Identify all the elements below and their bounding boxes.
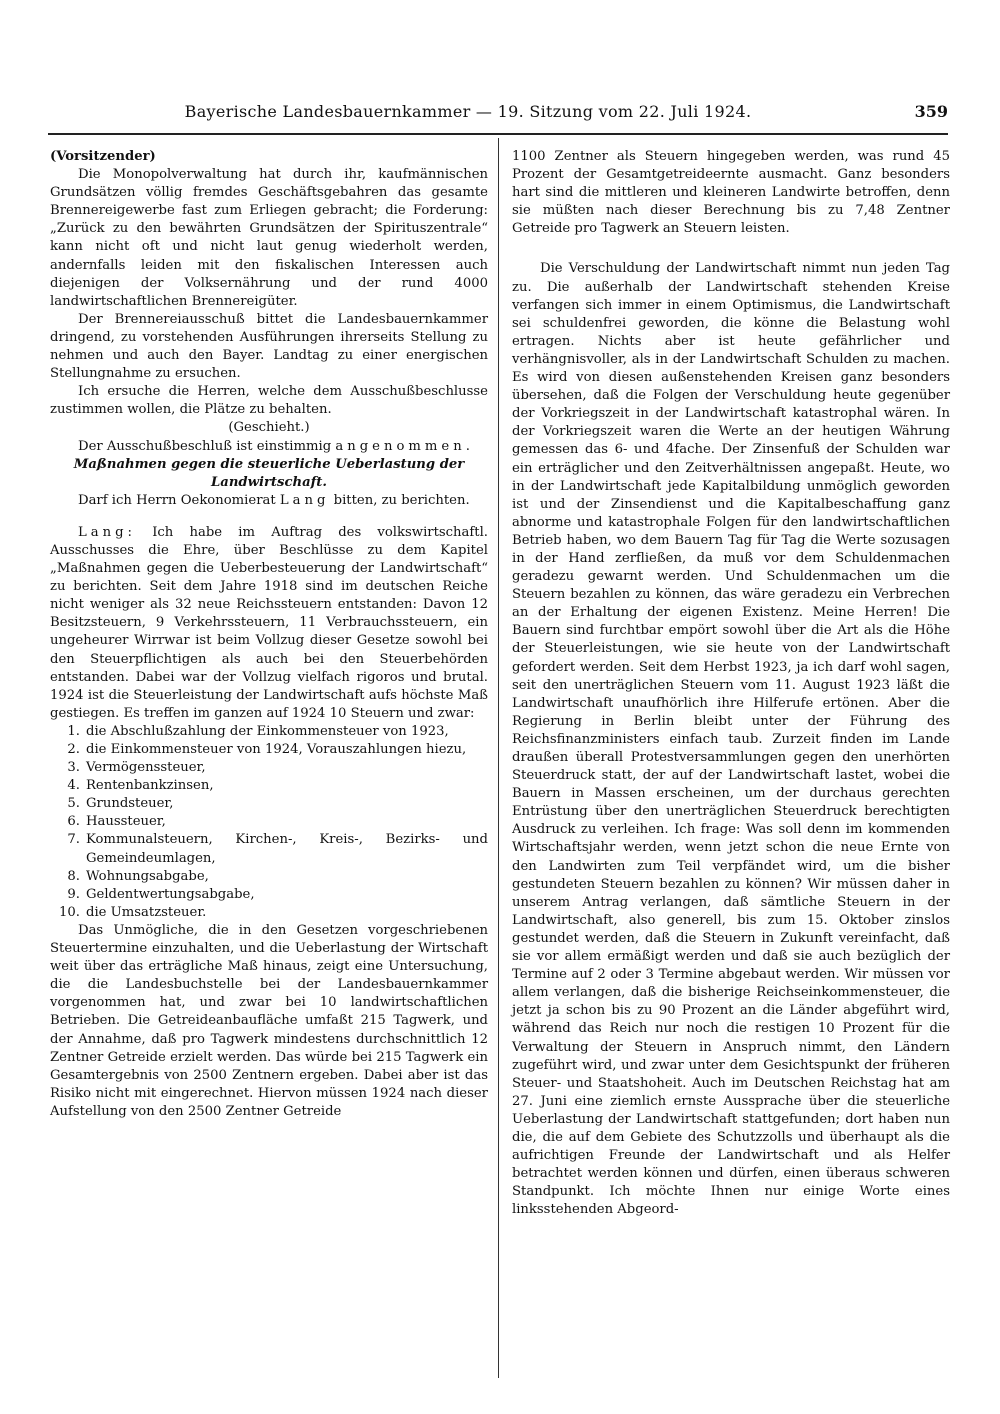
list-item xyxy=(50,795,488,813)
request-text-end: bitten, zu berichten. xyxy=(333,492,470,508)
running-title: Bayerische Landesbauernkammer — 19. Sitzung vom 22. Juli 1924. xyxy=(184,102,752,121)
paragraph: Ich ersuche die Herren, welche dem Ausschußbeschlusse zustimmen wollen, die Plätze zu behalten. xyxy=(50,384,488,418)
paragraph xyxy=(50,524,488,723)
stage-note: (Geschieht.) xyxy=(228,420,310,436)
list-number: 8. xyxy=(67,868,80,884)
list-text: die Einkommensteuer von 1924, Vorauszahlungen hiezu, xyxy=(86,742,467,757)
header-rule xyxy=(48,133,948,135)
list-text: Kommunalsteuern, Kirchen-, Kreis-, Bezirks- und Gemeindeumlagen, xyxy=(86,832,488,866)
paragraph: Die Monopolverwaltung hat durch ihr, kaufmännischen Grundsätzen völlig fremdes Geschäftsgebahren das gesamte Brennereigewerbe fast zum Erliegen gebracht; die Forderung: „Zurück zu den bewährten Grundsätzen der Spirituszentrale“ kann nicht oft und nicht laut genug wiederholt werden, andernfalls leiden mit den fiskalischen Interessen auch diejenigen der Volksernährung und der rund 4000 landwirtschaftlichen Brennereigüter. xyxy=(50,167,488,309)
paragraph xyxy=(50,438,488,456)
speaker-name: Lang: xyxy=(78,524,136,540)
list-text: Haussteuer, xyxy=(86,814,166,830)
request-text: Darf ich Herrn Oekonomierat xyxy=(78,492,276,508)
list-number: 6. xyxy=(67,814,80,830)
paragraph: Der Brennereiausschuß bittet die Landesbauernkammer dringend, zu vorstehenden Ausführungen ihrerseits Stellung zu nehmen und auch den Bayer. Landtag zu einer energischen Stellungnahme zu ersuchen. xyxy=(50,311,488,382)
list-item xyxy=(50,723,488,741)
list-item xyxy=(50,831,488,867)
list-number: 9. xyxy=(67,886,80,902)
list-item xyxy=(50,904,488,922)
list-text: Grundsteuer, xyxy=(86,796,174,812)
list-item xyxy=(50,777,488,795)
list-number: 2. xyxy=(67,742,80,757)
list-text: Wohnungsabgabe, xyxy=(86,868,209,884)
list-number: 3. xyxy=(67,760,80,776)
list-item xyxy=(50,813,488,831)
speaker-name: Lang xyxy=(279,492,330,508)
speaker-label: (Vorsitzender) xyxy=(50,149,156,164)
list-item xyxy=(50,759,488,777)
resolution-text: Der Ausschußbeschluß ist einstimmig xyxy=(78,438,332,454)
list-text: Geldentwertungsabgabe, xyxy=(86,886,255,902)
list-text: Rentenbankzinsen, xyxy=(86,778,214,794)
list-text: die Umsatzsteuer. xyxy=(86,904,207,920)
list-item xyxy=(50,741,488,759)
resolution-emphasis: angenommen. xyxy=(335,438,474,454)
paragraph: Die Verschuldung der Landwirtschaft nimmt nun jeden Tag zu. Die außerhalb der Landwirtschaft stehenden Kreise verfangen sich immer in einem Optimismus, die Landwirtschaft sei schuldenfrei geworden, die könne die Belastung wohl ertragen. Nichts aber ist heute gefährlicher und verhängnisvoller, als in der Landwirtschaft Schulden zu machen. Es wird von diesen außenstehenden Kreisen ganz besonders übersehen, daß die Folgen der Verschuldung heute gegenüber der Vorkriegszeit in der Landwirtschaft katastrophal wären. In der Vorkriegszeit waren die Werte an der heutigen Währung gemessen das 6- und 4fache. Der Zinsenfuß der Schulden war ein erträglicher und den Zeitverhältnissen angepaßt. Heute, wo in der Landwirtschaft jede Kapitalbildung unmöglich geworden ist und der Zinsendienst und die Kapitalbeschaffung ganz abnorme und katastrophale Folgen für den landwirtschaftlichen Betrieb haben, wo dem Bauern Tag für Tag die Werte sozusagen in der Hand zerfließen, da muß vor dem Schuldenmachen geradezu gewarnt werden. Und Schuldenmachen um die Steuern bezahlen zu können, das wäre geradezu ein Verbrechen an der Erhaltung der eigenen Existenz. Meine Herren! Die Bauern sind furchtbar empört sowohl über die Art als die Höhe der Steuerleistungen, wie sie heute von der Landwirtschaft gefordert werden. Seit dem Herbst 1923, ja ich darf wohl sagen, seit den unerträglichen Steuern vom 11. August 1923 läßt die Landwirtschaft unaufhörlich ihre Hilferufe ertönen. Aber die Regierung in Berlin bleibt unter der Führung des Reichsfinanzministers einfach taub. Zurzeit finden im Lande draußen überall Protestversammlungen gegen den unerhörten Steuerdruck statt, der auf der Landwirtschaft lastet, wobei die Bauern in Massen erscheinen, um der durchaus gerechten Entrüstung über den unerträglichen Steuerdruck berechtigten Ausdruck zu verleihen. Ich frage: Was soll denn im kommenden Wirtschaftsjahr werden, wenn jetzt schon die neue Ernte von den Landwirten zum Teil verpfändet wird, um die bisher gestundeten Steuern bezahlen zu können? Wir müssen daher in unserem Antrag verlangen, daß sämtliche Steuern in der Landwirtschaft, also generell, bis zum 15. Oktober zinslos gestundet werden, daß die Steuern in Zukunft vereinfacht, daß sie vor allem ermäßigt werden und daß sie auch bezüglich der Termine auf 2 oder 3 Termine abgebaut werden. Wir müssen vor allem verlangen, daß die bisherige Reichseinkommensteuer, die jetzt ja schon bis zu 90 Prozent an die Länder abgeführt wird, während das Reich nur noch die restigen 10 Prozent für die Verwaltung der Steuern in Anspruch nimmt, den Ländern zugeführt wird, und zwar unter dem Gesichtspunkt der früheren Steuer- und Staatshoheit. Auch im Deutschen Reichstag hat am 27. Juni eine ziemlich ernste Aussprache über die steuerliche Ueberlastung der Landwirtschaft stattgefunden; dort haben nun die, die auf dem Gebiete des Schutzzolls und überhaupt als die aufrichtigen Freunde der Landwirtschaft und als Helfer betrachtet werden können und dürfen, einen überaus schweren Standpunkt. Ich möchte Ihnen nur einige Worte eines linksstehenden Abgeord- xyxy=(512,261,950,1218)
page-number: 359 xyxy=(914,102,948,121)
list-number: 7. xyxy=(67,832,80,848)
paragraph: Das Unmögliche, die in den Gesetzen vorgeschriebenen Steuertermine einzuhalten, und die Ueberlastung der Wirtschaft weit über das erträgliche Maß hinaus, zeigt eine Untersuchung, die die Landesbuchstelle bei der Landesbauernkammer vorgenommen hat, und zwar bei 10 landwirtschaftlichen Betrieben. Die Getreideanbaufläche umfaßt 215 Tagwerk, und der Annahme, daß pro Tagwerk mindestens durchschnittlich 12 Zentner Getreide erzielt werden. Das würde bei 215 Tagwerk ein Gesamtergebnis von 2500 Zentnern ergeben. Dabei aber ist das Risiko nicht mit eingerechnet. Hiervon müssen 1924 nach dieser Aufstellung von den 2500 Zentner Getreide xyxy=(50,922,488,1119)
page-header xyxy=(48,102,948,124)
list-text: Vermögenssteuer, xyxy=(86,760,206,776)
list-number: 1. xyxy=(67,723,80,739)
paragraph: 1100 Zentner als Steuern hingegeben werden, was rund 45 Prozent der Gesamtgetreideernte ausmacht. Ganz besonders hart sind die mittleren und kleineren Landwirte betroffen, denn sie müßten nach dieser Berechnung bis zu 7,48 Zentner Getreide pro Tagwerk an Steuern leisten. xyxy=(512,149,950,237)
list-number: 5. xyxy=(67,796,80,812)
list-number: 10. xyxy=(59,904,80,920)
tax-list xyxy=(50,723,488,922)
list-text: die Abschlußzahlung der Einkommensteuer von 1923, xyxy=(86,723,449,739)
left-column xyxy=(50,148,488,1121)
column-divider xyxy=(498,138,499,1378)
list-item xyxy=(50,886,488,904)
section-heading: Maßnahmen gegen die steuerliche Ueberlastung der Landwirtschaft. xyxy=(73,456,465,490)
list-item xyxy=(50,868,488,886)
speech-text: Ich habe im Auftrag des volkswirtschaftl. Ausschusses die Ehre, über Beschlüsse zu dem Kapitel „Maßnahmen gegen die Ueberbesteuerung der Landwirtschaft“ zu berichten. Seit dem Jahre 1918 sind im deutschen Reiche nicht weniger als 32 neue Reichssteuern entstanden: Davon 12 Besitzsteuern, 9 Verkehrssteuern, 11 Verbrauchssteuern, ein ungeheurer Wirrwar ist beim Vollzug dieser Gesetze sowohl bei den Steuerpflichtigen als auch bei den Steuerbehörden entstanden. Dabei war der Vollzug vielfach rigoros und brutal. 1924 ist die Steuerleistung der Landwirtschaft aufs höchste Maß gestiegen. Es treffen im ganzen auf 1924 10 Steuern und zwar: xyxy=(50,524,488,721)
paragraph xyxy=(50,492,488,510)
right-column xyxy=(512,148,950,1219)
list-number: 4. xyxy=(67,778,80,794)
